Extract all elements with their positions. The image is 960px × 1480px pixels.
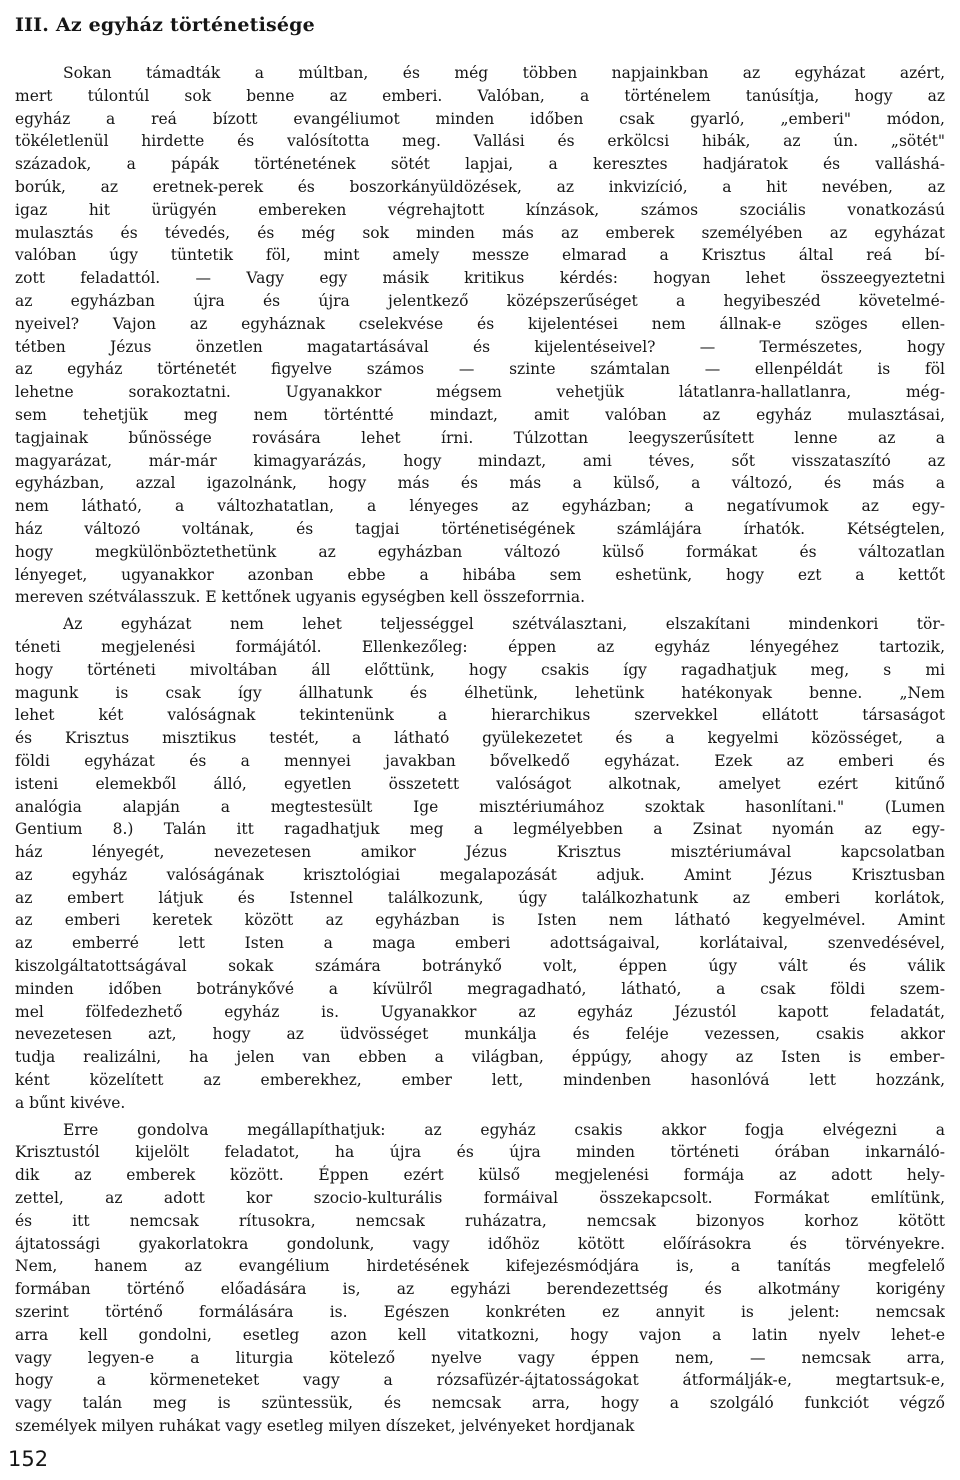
paragraph xyxy=(15,613,945,1115)
text-line: kiszolgáltatottságával sokak számára botránykő volt, éppen úgy vált és válik xyxy=(15,957,945,976)
text-line: szerint történő formálására is. Egészen konkréten ez annyit is jelent: nemcsak xyxy=(15,1303,945,1322)
text-line: valóban úgy tüntetik föl, mint amely messze elmarad a Krisztus által reá bí- xyxy=(15,246,945,265)
text-line: zettel, az adott kor szocio-kulturális formáival összekapcsolt. Formákat említünk, xyxy=(15,1189,945,1208)
text-line: Krisztustól kijelölt feladatot, ha újra és újra minden történeti órában inkarnáló- xyxy=(15,1143,945,1162)
text-line: a bűnt kivéve. xyxy=(15,1093,126,1112)
text-line: mulasztás és tévedés, és még sok minden más az emberek személyében az egyházat xyxy=(15,223,945,242)
text-line: nem látható, a változhatatlan, a lényeges az egyházban; a negatívumok az egy- xyxy=(15,497,945,516)
text-line: az egyház valóságának krisztológiai megalapozását adjuk. Amint Jézus Krisztusban xyxy=(15,865,945,884)
text-line: hogy történeti mivoltában áll előttünk, hogy csakis így ragadhatjuk meg, s mi xyxy=(15,660,945,679)
text-line: borúk, az eretnek-perek és boszorkányüldözések, az inkvizíció, a hit nevében, az xyxy=(15,177,945,196)
text-line: nevezetesen azt, hogy az üdvösséget munkálja és feléje vezessen, csakis akkor xyxy=(15,1025,945,1044)
page-number: 152 xyxy=(8,1447,49,1471)
text-line: egyházban, azzal igazolnánk, hogy más és más a külső, a változó, és más a xyxy=(15,474,945,493)
text-line: Nem, hanem az evangélium hirdetésének kifejezésmódjára is, a tanítás megfelelő xyxy=(15,1257,945,1276)
text-line: egyház a reá bízott evangéliumot minden időben csak gyarló, „emberi" módon, xyxy=(15,109,945,128)
text-line: mert túlontúl sok benne az emberi. Valóban, a történelem tanúsítja, hogy az xyxy=(15,86,945,105)
text-line: mereven szétválasszuk. E kettőnek ugyanis egységben kell összeforrnia. xyxy=(15,588,585,607)
text-line: hogy a körmeneteket vagy a rózsafüzér-ájtatosságokat átformálják-e, megtartsuk-e, xyxy=(15,1371,945,1390)
text-line: nyeivel? Vajon az egyháznak cselekvése és kijelentései nem állnak-e szöges ellen- xyxy=(15,314,945,333)
text-line: ájtatossági gyakorlatokra gondolunk, vagy időhöz kötött előírásokra és törvényekre. xyxy=(15,1234,945,1253)
text-line: vagy legyen-e a liturgia kötelező nyelve vagy éppen nem, — nemcsak arra, xyxy=(15,1348,945,1367)
text-line: minden időben botránykővé a kívülről megragadható, látható, a csak földi szem- xyxy=(15,979,945,998)
text-line: az emberi keretek között az egyházban is Isten nem látható kegyelmével. Amint xyxy=(15,911,945,930)
text-line: az emberré lett Isten a maga emberi adottságaival, korlátaival, szenvedésével, xyxy=(15,934,945,953)
text-line: mel fölfedezhető egyház is. Ugyanakkor az egyház Jézustól kapott feladatát, xyxy=(15,1002,945,1021)
text-line: zott feladattól. — Vagy egy másik kritikus kérdés: hogyan lehet összeegyeztetni xyxy=(15,269,945,288)
text-line: lényeget, ugyanakkor azonban ebbe a hibába sem eshetünk, hogy ezt a kettőt xyxy=(15,565,945,584)
text-line: téneti megjelenési formájától. Ellenkezőleg: éppen az egyház lényegéhez tartozik, xyxy=(15,637,945,656)
text-line: századok, a pápák történetének sötét lapjai, a keresztes hadjáratok és valláshá- xyxy=(15,155,945,174)
text-line: isteni elemekből álló, egyetlen összetett valóságot alkotnak, amelyet ezért kitűnő xyxy=(15,774,945,793)
paragraph xyxy=(15,62,945,609)
text-line: lehetne sorakoztatni. Ugyanakkor mégsem vehetjük látatlanra-hallatlanra, még- xyxy=(15,383,945,402)
text-line: az egyház történetét figyelve számos — szinte számtalan — ellenpéldát is föl xyxy=(15,360,945,379)
text-line: analógia alapján a megtestesült Ige misztériumához szoktak hasonlítani." (Lumen xyxy=(15,797,945,816)
text-line: arra kell gondolni, esetleg azon kell vitatkozni, hogy vajon a latin nyelv lehet-e xyxy=(15,1325,945,1344)
text-line: és Krisztus misztikus testét, a látható gyülekezetet és a kegyelmi közösséget, a xyxy=(15,729,945,748)
text-line: tökéletlenül hirdette és valósította meg. Vallási és erkölcsi hibák, az ún. „sötét" xyxy=(15,132,945,151)
text-line: földi egyházat és a mennyei javakban bővelkedő egyházat. Ezek az emberi és xyxy=(15,751,945,770)
text-line: lehet két valóságnak tekintenünk a hierarchikus szervekkel ellátott társaságot xyxy=(15,706,945,725)
text-line: sem tehetjük meg nem történtté mindazt, amit valóban az egyház mulasztásai, xyxy=(15,405,945,424)
text-line: magyarázat, már-már kimagyarázás, hogy mindazt, ami téves, sőt visszataszító az xyxy=(15,451,945,470)
text-line: személyek milyen ruhákat vagy esetleg milyen díszeket, jelvényeket hordjanak xyxy=(15,1417,635,1436)
text-line: az egyházban újra és újra jelentkező középszerűséget a hegyibeszéd követelmé- xyxy=(15,291,945,310)
text-line: és itt nemcsak rítusokra, nemcsak ruházatra, nemcsak bizonyos korhoz kötött xyxy=(15,1211,945,1230)
text-line: dik az emberek között. Éppen ezért külső megjelenési formája az adott hely- xyxy=(15,1166,945,1185)
text-line: Erre gondolva megállapíthatjuk: az egyház csakis akkor fogja elvégezni a xyxy=(63,1120,945,1139)
text-line: magunk is csak így állhatunk és élhetünk, lehetünk hatékonyak benne. „Nem xyxy=(15,683,945,702)
text-line: ház lényegét, nevezetesen amikor Jézus Krisztus misztériumával kapcsolatban xyxy=(15,843,945,862)
text-line: ként közelített az emberekhez, ember lett, mindenben hasonlóvá lett hozzánk, xyxy=(15,1071,945,1090)
text-line: tudja realizálni, ha jelen van ebben a világban, éppúgy, ahogy az Isten is ember- xyxy=(15,1048,945,1067)
text-line: vagy talán meg is szüntessük, és nemcsak arra, hogy a szolgáló funkciót végző xyxy=(15,1394,945,1413)
text-line: az embert látjuk és Istennel találkozunk, úgy találkozhatunk az emberi korlátok, xyxy=(15,888,945,907)
body-text xyxy=(15,62,945,1438)
text-line: hogy megkülönböztethetünk az egyházban változó külső formákat és változatlan xyxy=(15,542,945,561)
text-line: ház változó voltának, és tagjai történetiségének számlájára írhatók. Kétségtelen, xyxy=(15,519,945,538)
text-line: tétben Jézus önzetlen magatartásával és kijelentéseivel? — Természetes, hogy xyxy=(15,337,945,356)
text-line: formában történő előadására is, az egyházi berendezettség és alkotmány korigény xyxy=(15,1280,945,1299)
text-line: tagjainak bűnössége rovására lehet írni. Túlzottan leegyszerűsített lenne az a xyxy=(15,428,945,447)
text-line: Sokan támadták a múltban, és még többen napjainkban az egyházat azért, xyxy=(63,64,945,82)
text-line: Az egyházat nem lehet teljességgel szétválasztani, elszakítani mindenkori tör- xyxy=(63,615,945,634)
text-line: Gentium 8.) Talán itt ragadhatjuk meg a legmélyebben a Zsinat nyomán az egy- xyxy=(15,820,945,839)
text-line: igaz hit ürügyén embereken végrehajtott kínzások, számos szociális vonatkozású xyxy=(15,200,945,219)
section-heading: III. Az egyház történetisége xyxy=(15,14,315,36)
paragraph xyxy=(15,1119,945,1438)
